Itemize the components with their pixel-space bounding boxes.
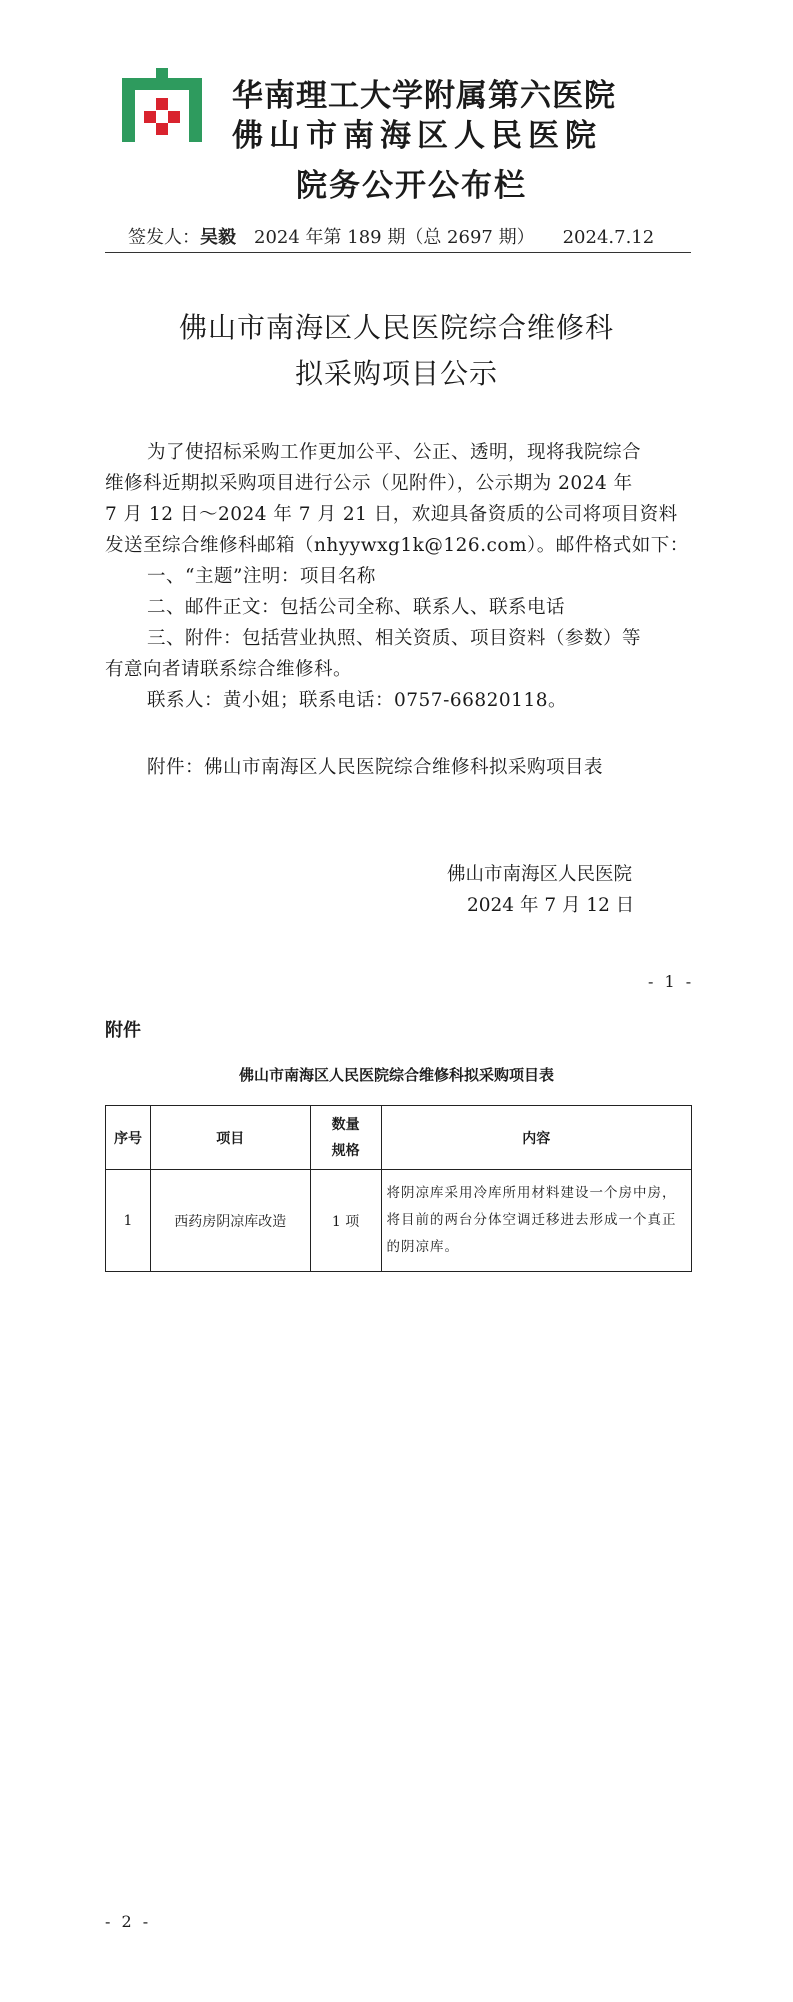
- page-number-2: - 2 -: [105, 1912, 152, 1931]
- attachment-label: 附件: [105, 1020, 141, 1041]
- signer-name: 吴毅: [200, 227, 236, 248]
- hospital-name-line-2: 佛山市南海区人民医院: [232, 118, 602, 154]
- table-row: [106, 1170, 692, 1272]
- body-line-6: 二、邮件正文：包括公司全称、联系人、联系电话: [147, 597, 566, 618]
- cell-qty: 1 项: [310, 1170, 381, 1272]
- signer-label: 签发人：: [128, 227, 200, 248]
- table-title: 佛山市南海区人民医院综合维修科拟采购项目表: [238, 1066, 554, 1084]
- signature-org: 佛山市南海区人民医院: [447, 864, 633, 885]
- notice-title-line-2: 拟采购项目公示: [294, 357, 498, 390]
- col-header-no: 序号: [106, 1106, 151, 1170]
- body-line-8: 有意向者请联系综合维修科。: [105, 659, 353, 680]
- attachment-reference: 附件：佛山市南海区人民医院综合维修科拟采购项目表: [147, 757, 604, 778]
- body-line-3: 7 月 12 日～2024 年 7 月 21 日，欢迎具备资质的公司将项目资料: [105, 504, 678, 525]
- col-header-item: 项目: [150, 1106, 310, 1170]
- col-header-qty-text: 数量 规格: [331, 1116, 360, 1159]
- page-1: [0, 0, 793, 1000]
- page-number-1: - 1 -: [648, 972, 695, 991]
- body-line-5: 一、“主题”注明：项目名称: [147, 566, 376, 587]
- cell-content: 将阴凉库采用冷库所用材料建设一个房中房，将目前的两台分体空调迁移进去形成一个真正的阴凉库。: [381, 1170, 691, 1272]
- procurement-table: [105, 1105, 692, 1272]
- body-line-9: 联系人：黄小姐；联系电话：0757-66820118。: [147, 690, 567, 711]
- hospital-name-line-1: 华南理工大学附属第六医院: [232, 78, 616, 114]
- cell-no: 1: [106, 1170, 151, 1272]
- body-line-7: 三、附件：包括营业执照、相关资质、项目资料（参数）等: [147, 628, 642, 649]
- hospital-logo-icon: [122, 68, 202, 142]
- col-header-qty: [310, 1106, 381, 1170]
- notice-title-line-1: 佛山市南海区人民医院综合维修科: [178, 311, 614, 344]
- issue-line: [128, 223, 654, 249]
- issue-date: 2024.7.12: [562, 227, 655, 248]
- issue-number: 2024 年第 189 期（总 2697 期）: [254, 227, 535, 248]
- board-title: 院务公开公布栏: [296, 168, 527, 204]
- table-header-row: [106, 1106, 692, 1170]
- col-header-content: 内容: [381, 1106, 691, 1170]
- body-line-4: 发送至综合维修科邮箱（nhyywxg1k@126.com）。邮件格式如下：: [105, 535, 689, 556]
- body-line-1: 为了使招标采购工作更加公平、公正、透明，现将我院综合: [147, 442, 642, 463]
- signature-date: 2024 年 7 月 12 日: [467, 895, 635, 916]
- cell-item: 西药房阴凉库改造: [150, 1170, 310, 1272]
- header-divider: [105, 252, 691, 253]
- body-line-2: 维修科近期拟采购项目进行公示（见附件），公示期为 2024 年: [105, 473, 633, 494]
